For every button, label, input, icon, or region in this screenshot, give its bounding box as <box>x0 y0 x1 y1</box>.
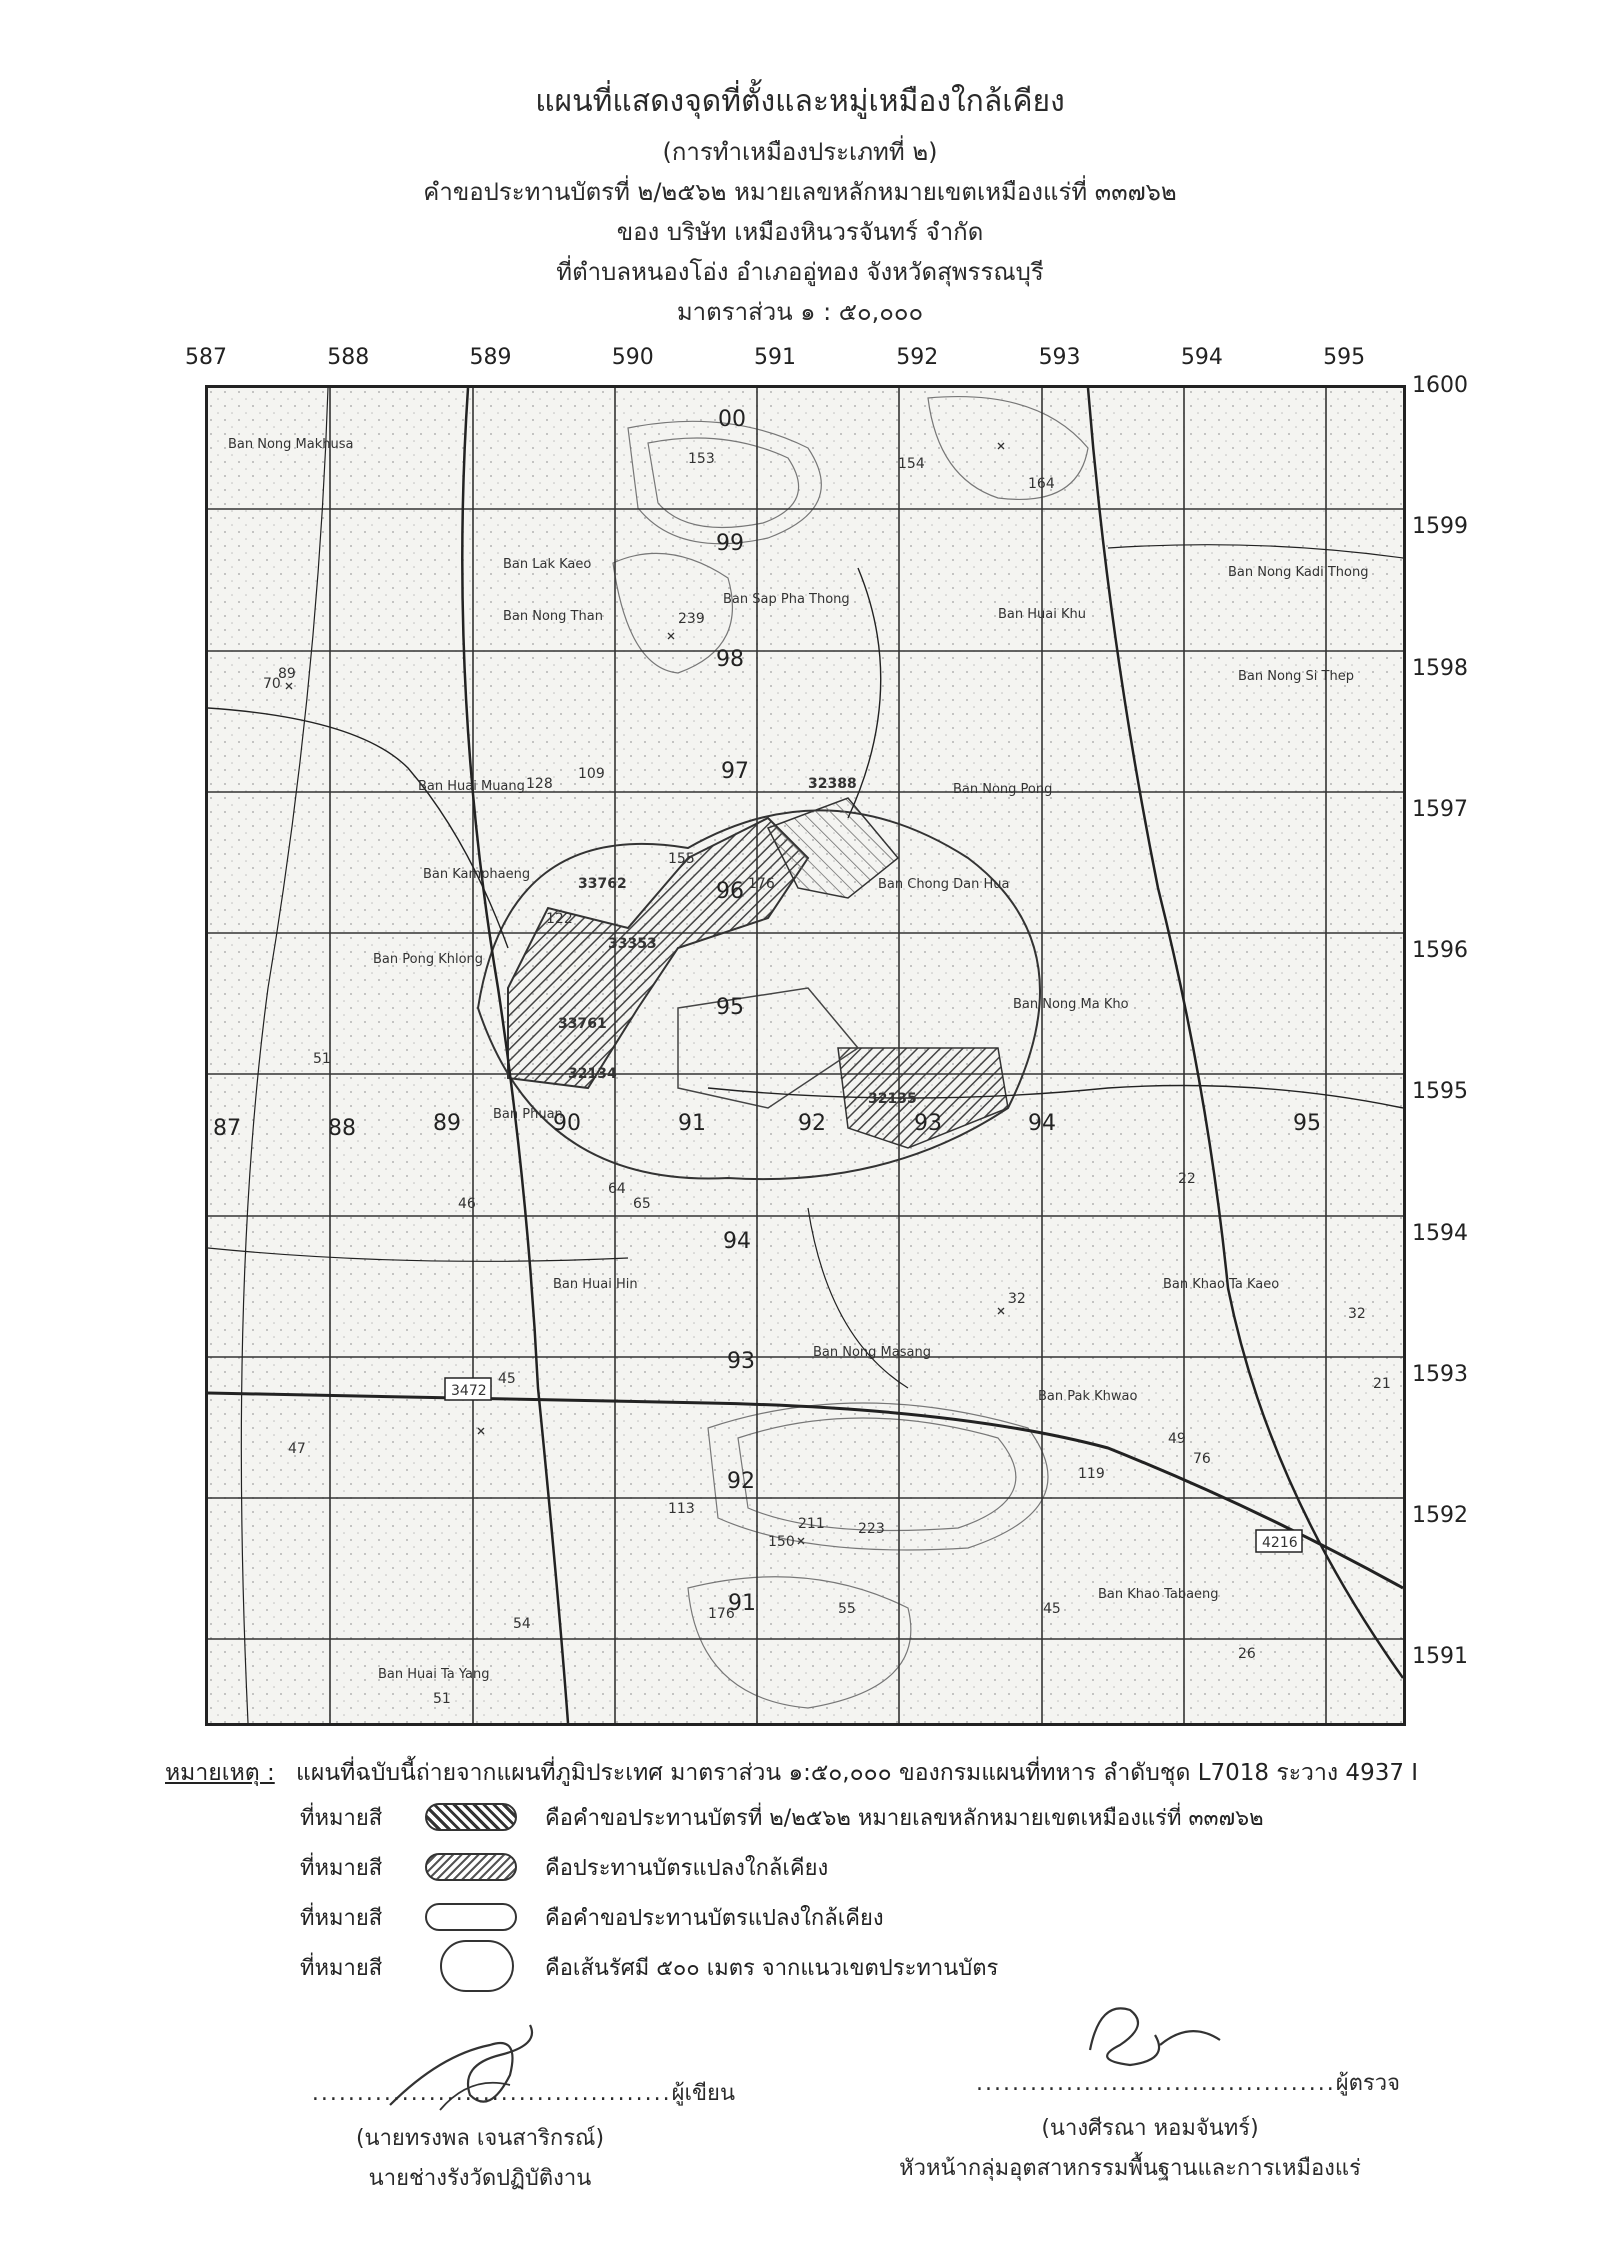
spot-height-label: 32 <box>1348 1306 1366 1322</box>
svg-text:Ban Nong Si Thep: Ban Nong Si Thep <box>1238 669 1354 684</box>
svg-text:95: 95 <box>716 995 744 1020</box>
svg-text:Ban Nong Pong: Ban Nong Pong <box>953 782 1053 797</box>
spot-height-label: 153 <box>688 451 715 467</box>
spot-height-label: 239 <box>678 611 705 627</box>
map-graphics <box>208 388 1403 1723</box>
signature-right-title: หัวหน้ากลุ่มอุตสาหกรรมพื้นฐานและการเหมืองแร่ <box>899 2156 1361 2181</box>
easting-tick-label: 591 <box>754 345 797 370</box>
easting-tick-label: 592 <box>896 345 939 370</box>
svg-text:99: 99 <box>716 531 744 556</box>
signature-right-line: ........................................ผู้ตรวจ <box>976 2071 1400 2096</box>
map-note <box>165 1755 1418 1791</box>
map-title: แผนที่แสดงจุดที่ตั้งและหมู่เหมืองใกล้เคียง <box>535 84 1065 119</box>
spot-height-label: 21 <box>1373 1376 1391 1392</box>
svg-text:98: 98 <box>716 647 744 672</box>
svg-text:92: 92 <box>798 1111 826 1136</box>
svg-text:Ban Sap Pha Thong: Ban Sap Pha Thong <box>723 592 850 607</box>
spot-height-label: 45 <box>1043 1601 1061 1617</box>
svg-text:Ban Nong Makhusa: Ban Nong Makhusa <box>228 437 354 452</box>
concession-number-label: 32135 <box>868 1091 917 1107</box>
svg-text:3472: 3472 <box>451 1383 487 1399</box>
legend-text-4: คือเส้นรัศมี ๕๐๐ เมตร จากแนวเขตประทานบัตร <box>545 1956 999 1981</box>
concession-number-label: 33762 <box>578 876 627 892</box>
spot-height-label: 49 <box>1168 1431 1186 1447</box>
svg-text:Ban Pong Khlong: Ban Pong Khlong <box>373 952 484 967</box>
svg-text:4216: 4216 <box>1262 1535 1298 1551</box>
northing-tick-label: 1597 <box>1412 796 1468 822</box>
spot-height-label: 64 <box>608 1181 626 1197</box>
svg-text:94: 94 <box>723 1229 751 1254</box>
legend-row-3: ที่หมายสี <box>300 1906 383 1931</box>
note-text: แผนที่ฉบับนี้ถ่ายจากแผนที่ภูมิประเทศ มาตราส่วน ๑:๕๐,๐๐๐ ของกรมแผนที่ทหาร ลำดับชุด L7018 ระวาง 4937 I <box>296 1760 1419 1786</box>
signature-left-title: นายช่างรังวัดปฏิบัติงาน <box>368 2166 592 2191</box>
northing-tick-label: 1596 <box>1412 938 1468 964</box>
concession-number-label: 32388 <box>808 776 857 792</box>
spot-height-label: 65 <box>633 1196 651 1212</box>
spot-height-label: 119 <box>1078 1466 1105 1482</box>
easting-tick-label: 588 <box>327 345 370 370</box>
concession-number-label: 33761 <box>558 1016 607 1032</box>
svg-text:Ban Nong Ma Kho: Ban Nong Ma Kho <box>1013 997 1129 1012</box>
signature-left-name: (นายทรงพล เจนสาริกรณ์) <box>355 2126 605 2151</box>
legend-text-2: คือประทานบัตรแปลงใกล้เคียง <box>545 1856 829 1881</box>
spot-height-label: 22 <box>1178 1171 1196 1187</box>
northing-tick-label: 1594 <box>1412 1220 1468 1246</box>
map-subtitle: (การทำเหมืองประเภทที่ ๒) <box>662 138 938 166</box>
northing-tick-label: 1593 <box>1412 1361 1468 1387</box>
spot-height-label: 154 <box>898 456 925 472</box>
svg-text:92: 92 <box>727 1469 755 1494</box>
legend-text-3: คือคำขอประทานบัตรแปลงใกล้เคียง <box>545 1906 884 1931</box>
easting-tick-label: 595 <box>1323 345 1366 370</box>
map-scale: มาตราส่วน ๑ : ๕๐,๐๐๐ <box>676 298 924 326</box>
svg-text:94: 94 <box>1028 1111 1056 1136</box>
svg-text:Ban Khao Tabaeng: Ban Khao Tabaeng <box>1098 1587 1219 1602</box>
svg-text:Ban Pak Khwao: Ban Pak Khwao <box>1038 1389 1138 1404</box>
svg-text:93: 93 <box>727 1349 755 1374</box>
spot-height-label: 46 <box>458 1196 476 1212</box>
svg-text:93: 93 <box>914 1111 942 1136</box>
svg-text:Ban Phuan: Ban Phuan <box>493 1107 563 1122</box>
spot-height-label: 32 <box>1008 1291 1026 1307</box>
svg-text:96: 96 <box>716 879 744 904</box>
spot-height-label: 176 <box>748 876 775 892</box>
spot-height-label: 51 <box>313 1051 331 1067</box>
spot-height-label: 223 <box>858 1521 885 1537</box>
spot-height-label: 211 <box>798 1516 825 1532</box>
grid-number-00: 00 <box>718 407 746 432</box>
svg-text:90: 90 <box>553 1111 581 1136</box>
svg-text:97: 97 <box>721 759 749 784</box>
svg-text:Ban Nong Masang: Ban Nong Masang <box>813 1345 931 1360</box>
northing-tick-label: 1599 <box>1412 514 1468 540</box>
svg-text:89: 89 <box>433 1111 461 1136</box>
easting-tick-label: 593 <box>1038 345 1081 370</box>
northing-tick-label: 1595 <box>1412 1079 1468 1105</box>
topographic-map <box>205 385 1406 1726</box>
company-name: ของ บริษัท เหมืองหินวรจันทร์ จำกัด <box>616 218 984 246</box>
legend-swatch-adjacent-request <box>425 1903 517 1931</box>
legend-text-1: คือคำขอประทานบัตรที่ ๒/๒๕๖๒ หมายเลขหลักหมายเขตเหมืองแร่ที่ ๓๓๗๖๒ <box>545 1806 1264 1831</box>
easting-tick-label: 589 <box>469 345 512 370</box>
concession-number-label: 33353 <box>608 936 657 952</box>
spot-height-label: 26 <box>1238 1646 1256 1662</box>
location-line: ที่ตำบลหนองโอ่ง อำเภออู่ทอง จังหวัดสุพรรณบุรี <box>556 258 1044 286</box>
svg-text:Ban Chong Dan Hua: Ban Chong Dan Hua <box>878 877 1010 892</box>
northing-tick-label: 1591 <box>1412 1644 1468 1670</box>
svg-text:Ban Huai Hin: Ban Huai Hin <box>553 1277 638 1292</box>
svg-text:Ban Huai Ta Yang: Ban Huai Ta Yang <box>378 1667 490 1682</box>
svg-text:Ban Nong Kadi Thong: Ban Nong Kadi Thong <box>1228 565 1369 580</box>
spot-height-label: 164 <box>1028 476 1055 492</box>
easting-tick-label: 590 <box>611 345 654 370</box>
signature-right-name: (นางศีรณา หอมจันทร์) <box>1041 2116 1259 2141</box>
spot-height-label: 113 <box>668 1501 695 1517</box>
svg-text:Ban Khao Ta Kaeo: Ban Khao Ta Kaeo <box>1163 1277 1280 1292</box>
svg-text:87: 87 <box>213 1116 241 1141</box>
easting-tick-label: 594 <box>1180 345 1223 370</box>
easting-tick-label: 587 <box>185 345 227 370</box>
signature-left-line: ........................................ผู้เขียน <box>311 2081 735 2106</box>
spot-height-label: 47 <box>288 1441 306 1457</box>
legend-swatch-radius <box>440 1940 514 1992</box>
svg-text:Ban Lak Kaeo: Ban Lak Kaeo <box>503 557 592 572</box>
spot-height-label: 51 <box>433 1691 451 1707</box>
svg-text:Ban Huai Muang: Ban Huai Muang <box>418 779 525 794</box>
request-number: คำขอประทานบัตรที่ ๒/๒๕๖๒ หมายเลขหลักหมายเขตเหมืองแร่ที่ ๓๓๗๖๒ <box>423 178 1177 206</box>
spot-height-label: 54 <box>513 1616 531 1632</box>
svg-text:95: 95 <box>1293 1111 1321 1136</box>
svg-text:Ban Nong Than: Ban Nong Than <box>503 609 603 624</box>
northing-tick-label: 1598 <box>1412 655 1468 681</box>
spot-height-label: 109 <box>578 766 605 782</box>
note-heading: หมายเหตุ : <box>165 1760 275 1786</box>
spot-height-label: 89 <box>278 666 296 682</box>
spot-height-label: 45 <box>498 1371 516 1387</box>
spot-height-label: 70 <box>263 676 281 692</box>
northing-tick-label: 1600 <box>1412 373 1468 398</box>
spot-height-label: 155 <box>668 851 695 867</box>
spot-height-label: 150 <box>768 1534 795 1550</box>
svg-text:88: 88 <box>328 1116 356 1141</box>
spot-height-label: 176 <box>708 1606 735 1622</box>
legend-row-1: ที่หมายสี <box>300 1806 383 1831</box>
svg-text:Ban Huai Khu: Ban Huai Khu <box>998 607 1086 622</box>
svg-text:91: 91 <box>678 1111 706 1136</box>
spot-height-label: 128 <box>526 776 553 792</box>
legend-row-2: ที่หมายสี <box>300 1856 383 1881</box>
spot-height-label: 76 <box>1193 1451 1211 1467</box>
svg-text:91: 91 <box>728 1591 756 1616</box>
svg-text:Ban Kamphaeng: Ban Kamphaeng <box>423 867 531 882</box>
concession-number-label: 32134 <box>568 1066 617 1082</box>
legend-row-4: ที่หมายสี <box>300 1956 383 1981</box>
legend-swatch-request <box>425 1803 517 1831</box>
spot-height-label: 122 <box>546 911 573 927</box>
legend-swatch-adjacent <box>425 1853 517 1881</box>
spot-height-label: 55 <box>838 1601 856 1617</box>
northing-tick-label: 1592 <box>1412 1503 1468 1529</box>
